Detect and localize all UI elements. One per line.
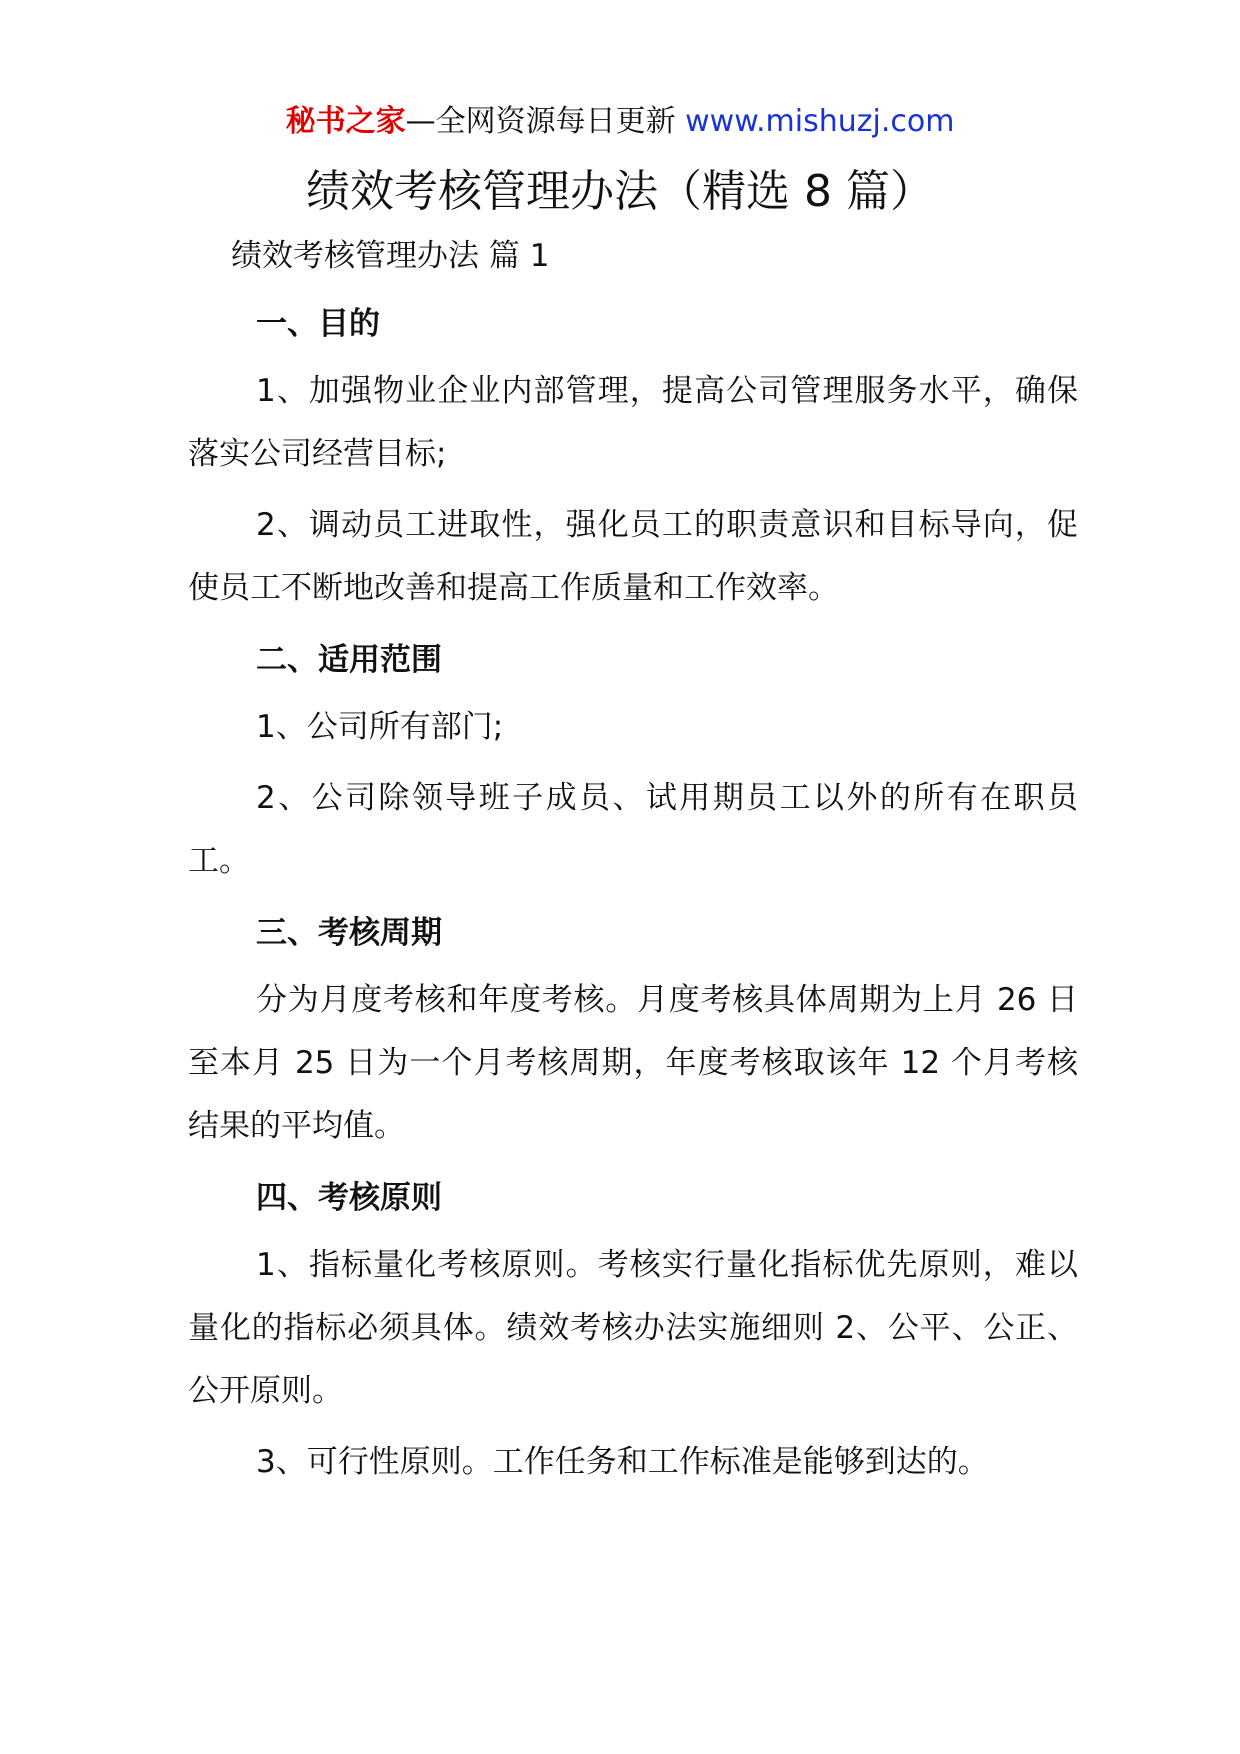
- site-name: 秘书之家: [285, 104, 406, 139]
- paragraph: 1、公司所有部门;: [256, 709, 504, 745]
- paragraph: 1、指标量化考核原则。考核实行量化指标优先原则，难以量化的指标必须具体。绩效考核办法实施细则 2、公平、公正、公开原则。: [188, 1247, 1078, 1409]
- section-heading: 三、考核周期: [256, 915, 442, 951]
- section-heading: 一、目的: [256, 306, 380, 342]
- paragraph: 1、加强物业企业内部管理，提高公司管理服务水平，确保落实公司经营目标;: [188, 373, 1078, 472]
- paragraph: 2、调动员工进取性，强化员工的职责意识和目标导向，促使员工不断地改善和提高工作质量和工作效率。: [188, 507, 1078, 606]
- section-heading: 二、适用范围: [256, 642, 442, 678]
- site-url-link[interactable]: www.mishuzj.com: [685, 104, 955, 139]
- paragraph: 2、公司除领导班子成员、试用期员工以外的所有在职员工。: [188, 780, 1078, 879]
- paragraph: 分为月度考核和年度考核。月度考核具体周期为上月 26 日至本月 25 日为一个月考核周期，年度考核取该年 12 个月考核结果的平均值。: [188, 982, 1078, 1144]
- section-subtitle: 绩效考核管理办法 篇 1: [231, 238, 550, 274]
- site-header: [0, 100, 1240, 144]
- site-tagline: —全网资源每日更新: [405, 104, 686, 139]
- document-title: 绩效考核管理办法（精选 8 篇）: [306, 166, 934, 217]
- section-heading: 四、考核原则: [256, 1180, 442, 1216]
- paragraph: 3、可行性原则。工作任务和工作标准是能够到达的。: [256, 1444, 989, 1480]
- document-body: [188, 228, 1078, 1502]
